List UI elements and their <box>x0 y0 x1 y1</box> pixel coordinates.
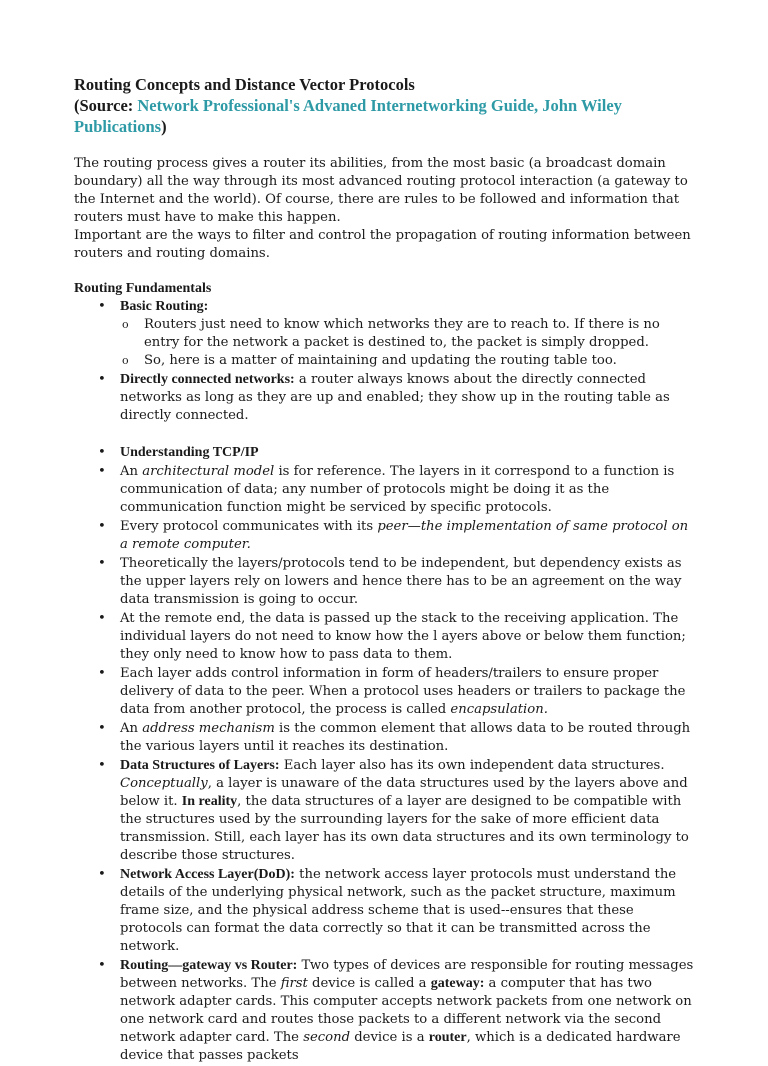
list-item-remote-end <box>74 610 698 664</box>
item-text: An <box>120 721 143 736</box>
sub-list-item <box>120 316 698 352</box>
source-citation <box>74 95 698 137</box>
list-item-independence <box>74 555 698 609</box>
item-text: is for reference. The layers in it correspond to a function is communication of data; any number of protocols might be doing it as the communication function might be serviced by specific protocols. <box>120 464 675 515</box>
bullet-marker: • <box>98 758 106 773</box>
bullet-list <box>74 298 698 425</box>
list-item-peer <box>74 518 698 554</box>
list-item-tcpip <box>74 444 698 462</box>
list-item-address-mechanism <box>74 720 698 756</box>
tcpip-label: Understanding TCP/IP <box>120 445 259 460</box>
sub-item-text: So, here is a matter of maintaining and updating the routing table too. <box>144 353 617 368</box>
bullet-marker: • <box>98 445 106 460</box>
item-emphasis: peer—the implementation of same protocol on a remote computer. <box>120 519 689 552</box>
item-emphasis: architectural model <box>142 464 275 479</box>
bullet-marker: • <box>98 372 106 387</box>
list-item-data-structures <box>74 757 698 865</box>
item-text: At the remote end, the data is passed up the stack to the receiving application. The individual layers do not need to know how the l ayers above or below them function; they only need to know how to pass data to them. <box>120 611 686 662</box>
list-item-directly-connected <box>74 371 698 425</box>
network-access-label: Network Access Layer(DoD): <box>120 867 295 882</box>
bullet-marker: • <box>98 958 106 973</box>
intro-paragraph-1: The routing process gives a router its abilities, from the most basic (a broadcast domain boundary) all the way through its most advanced routing protocol interaction (a gateway to the Internet and the world). Of course, there are rules to be followed and information that routers must have to make this happen. <box>74 156 688 225</box>
item-bold: In reality <box>181 794 238 809</box>
item-emphasis: encapsulation. <box>450 702 548 717</box>
routing-gateway-label: Routing—gateway vs Router: <box>120 958 298 973</box>
bullet-marker: • <box>98 611 106 626</box>
item-emphasis: Conceptually <box>120 776 208 791</box>
source-prefix: (Source: <box>74 96 138 115</box>
item-emphasis: first <box>280 976 308 991</box>
list-item-architectural-model <box>74 463 698 517</box>
sub-list <box>120 316 698 370</box>
data-structures-label: Data Structures of Layers: <box>120 758 280 773</box>
item-text: the network access layer protocols must understand the details of the underlying physical network, such as the packet structure, maximum frame size, and the physical address scheme that is used--ensures that these protocols can format the data correctly so that it can be transmitted across the network. <box>120 867 677 954</box>
section-heading: Routing Fundamentals <box>74 281 212 296</box>
item-text: , a layer is unaware of the data structures used by the layers above and below it. <box>120 776 688 809</box>
bullet-marker: • <box>98 721 106 736</box>
sub-bullet-marker: o <box>122 318 129 331</box>
intro-section <box>74 155 698 263</box>
bullet-marker: • <box>98 867 106 882</box>
item-text: a computer that has two network adapter cards. This computer accepts network packets from one network on one network card and routes those packets to a different network via the second network adapter card. The <box>120 976 692 1045</box>
list-item-encapsulation <box>74 665 698 719</box>
item-text: Each layer also has its own independent data structures. <box>279 758 665 773</box>
bullet-list <box>74 444 698 1065</box>
bullet-marker: • <box>98 299 106 314</box>
source-suffix: ) <box>161 117 167 136</box>
list-item-routing-gateway <box>74 957 698 1065</box>
item-emphasis: address mechanism <box>142 721 275 736</box>
sub-item-text: Routers just need to know which networks they are to reach to. If there is no entry for the network a packet is destined to, the packet is simply dropped. <box>144 317 660 350</box>
bullet-marker: • <box>98 464 106 479</box>
bullet-marker: • <box>98 556 106 571</box>
sub-bullet-marker: o <box>122 354 129 367</box>
directly-connected-label: Directly connected networks: <box>120 372 295 387</box>
document-title: Routing Concepts and Distance Vector Protocols <box>74 75 415 94</box>
item-bold: gateway: <box>430 976 485 991</box>
document-page <box>74 74 698 1066</box>
item-text: is the common element that allows data to be routed through the various layers until it reaches its destination. <box>120 721 691 754</box>
item-text: Each layer adds control information in form of headers/trailers to ensure proper delivery of data to the peer. When a protocol uses headers or trailers to package the data from another protocol, the process is called <box>120 666 686 717</box>
item-text: device is a <box>350 1030 429 1045</box>
bullet-marker: • <box>98 666 106 681</box>
bullet-marker: • <box>98 519 106 534</box>
sub-list-item <box>120 352 698 370</box>
item-bold: router <box>428 1030 467 1045</box>
intro-paragraph-2: Important are the ways to filter and control the propagation of routing information between routers and routing domains. <box>74 228 691 261</box>
item-text: An <box>120 464 143 479</box>
item-text: Two types of devices are responsible for routing messages between networks. The <box>120 958 694 991</box>
item-text: a router always knows about the directly connected networks as long as they are up and enabled; they show up in the routing table as directly connected. <box>120 372 670 423</box>
list-item-network-access-layer <box>74 866 698 956</box>
item-text: device is called a <box>307 976 431 991</box>
list-item-basic-routing <box>74 298 698 370</box>
spacer <box>74 426 698 444</box>
source-link[interactable]: Network Professional's Advaned Internetworking Guide, John Wiley Publications <box>74 96 622 136</box>
basic-routing-label: Basic Routing: <box>120 299 209 314</box>
item-emphasis: second <box>303 1030 351 1045</box>
item-text: Every protocol communicates with its <box>120 519 378 534</box>
item-text: , the data structures of a layer are designed to be compatible with the structures used by the surrounding layers for the sake of more efficient data transmission. Still, each layer has its own data structures and its own terminology to describe those structures. <box>120 794 689 863</box>
item-text: , which is a dedicated hardware device that passes packets <box>120 1030 681 1063</box>
item-text: Theoretically the layers/protocols tend to be independent, but dependency exists as the upper layers rely on lowers and hence there has to be an agreement on the way data transmission is going to occur. <box>120 556 682 607</box>
